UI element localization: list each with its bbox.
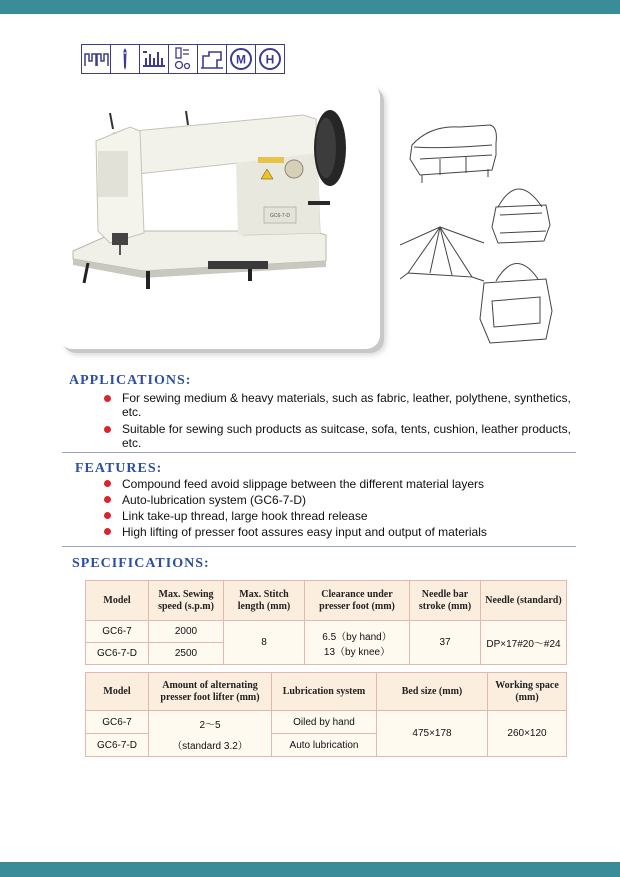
bullet-icon xyxy=(104,528,111,535)
specifications-table-2 xyxy=(85,672,567,757)
specifications-table-1 xyxy=(85,580,567,665)
table-row xyxy=(86,711,567,734)
bottom-color-band xyxy=(0,862,620,877)
medium-weight-icon xyxy=(226,44,256,74)
bullet-icon xyxy=(104,512,111,519)
bed-size-cell: 475×178 xyxy=(377,711,488,757)
bullet-icon xyxy=(104,480,111,487)
feature-text: Link take-up thread, large hook thread release xyxy=(122,509,368,523)
list-item xyxy=(100,391,585,419)
presser-lift-icon xyxy=(197,44,227,74)
column-header: Model xyxy=(86,673,149,711)
table-header-row xyxy=(86,581,567,621)
applications-heading: APPLICATIONS: xyxy=(69,373,192,388)
table-header-row xyxy=(86,673,567,711)
application-text: Suitable for sewing such products as suitcase, sofa, tents, cushion, leather products, etc. xyxy=(122,422,571,450)
model-cell: GC6-7 xyxy=(86,621,149,643)
tent-sketch xyxy=(400,227,484,281)
clearance-knee-value: 13（by knee） xyxy=(323,646,391,658)
list-item xyxy=(100,476,585,492)
list-item xyxy=(100,422,585,450)
column-header: Needle (standard) xyxy=(481,581,567,621)
lifter-range-value: 2～5 xyxy=(199,719,221,731)
section-divider xyxy=(62,452,576,453)
features-heading: FEATURES: xyxy=(75,461,163,476)
feature-icon-strip xyxy=(81,44,284,74)
heavy-weight-icon xyxy=(255,44,285,74)
feature-text: Compound feed avoid slippage between the different material layers xyxy=(122,477,485,491)
feature-text: High lifting of presser foot assures easy input and output of materials xyxy=(122,525,487,539)
top-color-band xyxy=(0,0,620,14)
column-header: Working space (mm) xyxy=(488,673,567,711)
lubrication-icon xyxy=(139,44,169,74)
medium-weight-letter: M xyxy=(236,52,246,67)
column-header: Model xyxy=(86,581,149,621)
specifications-heading: SPECIFICATIONS: xyxy=(72,556,210,571)
list-item xyxy=(100,508,585,524)
column-header: Bed size (mm) xyxy=(377,673,488,711)
column-header: Amount of alternating presser foot lifter (mm) xyxy=(149,673,272,711)
feature-text: Auto-lubrication system (GC6-7-D) xyxy=(122,493,307,507)
column-header: Max. Sewing speed (s.p.m) xyxy=(149,581,224,621)
bullet-icon xyxy=(104,496,111,503)
sofa-sketch xyxy=(410,125,496,183)
list-item xyxy=(100,524,585,540)
backpack-sketch xyxy=(480,263,552,343)
lifter-standard-value: （standard 3.2） xyxy=(172,740,248,752)
list-item xyxy=(100,492,585,508)
column-header: Max. Stitch length (mm) xyxy=(224,581,305,621)
needle-bar-cell: 37 xyxy=(410,621,481,665)
clearance-hand-value: 6.5（by hand） xyxy=(322,631,392,643)
model-cell: GC6-7-D xyxy=(86,643,149,665)
travel-bag-sketch xyxy=(492,189,550,243)
column-header: Needle bar stroke (mm) xyxy=(410,581,481,621)
needle-icon xyxy=(110,44,140,74)
bullet-icon xyxy=(104,395,111,402)
application-text: For sewing medium & heavy materials, such as fabric, leather, polythene, synthetics, etc. xyxy=(122,391,571,419)
lubrication-cell: Auto lubrication xyxy=(272,734,377,757)
product-sketches xyxy=(400,115,560,345)
lifter-cell xyxy=(149,711,272,757)
table-row xyxy=(86,621,567,643)
column-header: Lubrication system xyxy=(272,673,377,711)
applications-list xyxy=(100,391,585,450)
features-list xyxy=(100,476,585,540)
compound-feed-icon xyxy=(81,44,111,74)
needle-cell: DP×17#20～#24 xyxy=(481,621,567,665)
lubrication-cell: Oiled by hand xyxy=(272,711,377,734)
bullet-icon xyxy=(104,426,111,433)
machine-model-label: GC6-7-D xyxy=(269,213,291,219)
sewing-machine-illustration xyxy=(58,83,380,349)
column-header: Clearance under presser foot (mm) xyxy=(305,581,410,621)
section-divider xyxy=(62,546,576,547)
model-cell: GC6-7-D xyxy=(86,734,149,757)
stitch-length-cell: 8 xyxy=(224,621,305,665)
working-space-cell: 260×120 xyxy=(488,711,567,757)
clearance-cell xyxy=(305,621,410,665)
speed-cell: 2500 xyxy=(149,643,224,665)
heavy-weight-letter: H xyxy=(265,52,275,67)
hook-icon xyxy=(168,44,198,74)
model-cell: GC6-7 xyxy=(86,711,149,734)
speed-cell: 2000 xyxy=(149,621,224,643)
sewing-machine-photo-card xyxy=(58,83,380,349)
